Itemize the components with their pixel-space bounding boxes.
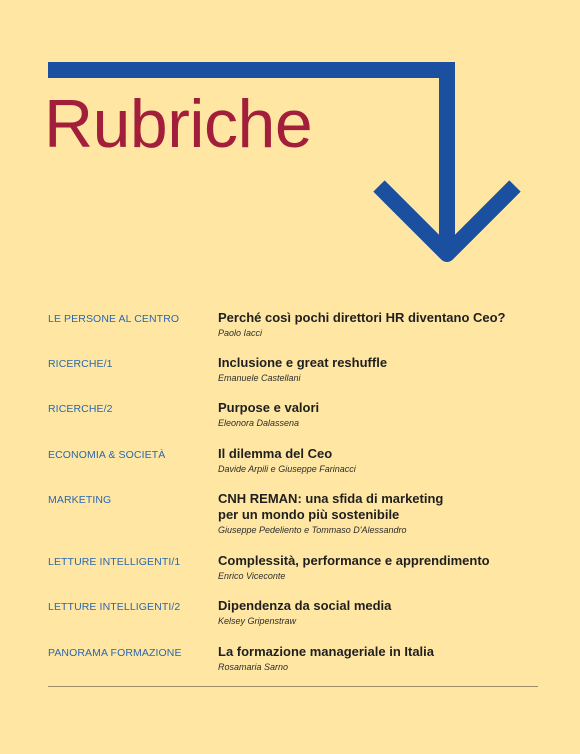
toc-article-title[interactable]: Inclusione e great reshuffle <box>218 355 388 370</box>
toc-article-author: Davide Arpili e Giuseppe Farinacci <box>218 464 356 474</box>
toc-section-label: RICERCHE/1 <box>48 358 113 370</box>
page-title: Rubriche <box>44 86 313 162</box>
toc-article-author: Giuseppe Pedeliento e Tommaso D'Alessandro <box>218 525 407 535</box>
toc-article-author: Enrico Viceconte <box>218 571 286 581</box>
toc-article-author: Rosamaria Sarno <box>218 662 289 672</box>
bottom-divider <box>48 686 538 687</box>
toc-article-author: Paolo Iacci <box>218 328 263 338</box>
toc-article-title[interactable]: Complessità, performance e apprendimento <box>218 553 490 568</box>
toc-section-label: PANORAMA FORMAZIONE <box>48 647 182 659</box>
toc-section-label: LE PERSONE AL CENTRO <box>48 313 180 325</box>
toc-article-title[interactable]: Dipendenza da social media <box>218 598 392 613</box>
toc-article-author: Emanuele Castellani <box>218 373 301 383</box>
toc-article-title[interactable]: Perché così pochi direttori HR diventano Ceo? <box>218 310 506 325</box>
toc-section-label: ECONOMIA & SOCIETÀ <box>48 449 166 461</box>
toc-article-title[interactable]: La formazione manageriale in Italia <box>218 644 435 659</box>
toc-section-label: MARKETING <box>48 494 112 506</box>
toc-article-author: Eleonora Dalassena <box>218 418 300 428</box>
toc-article-title[interactable]: CNH REMAN: una sfida di marketing per un mondo più sostenibile <box>218 491 444 522</box>
toc-section-label: LETTURE INTELLIGENTI/2 <box>48 601 181 613</box>
toc-article-title[interactable]: Il dilemma del Ceo <box>218 446 333 461</box>
toc-article-author: Kelsey Gripenstraw <box>218 616 297 626</box>
toc-section-label: LETTURE INTELLIGENTI/1 <box>48 556 181 568</box>
toc-article-title[interactable]: Purpose e valori <box>218 400 320 415</box>
toc-section-label: RICERCHE/2 <box>48 403 113 415</box>
